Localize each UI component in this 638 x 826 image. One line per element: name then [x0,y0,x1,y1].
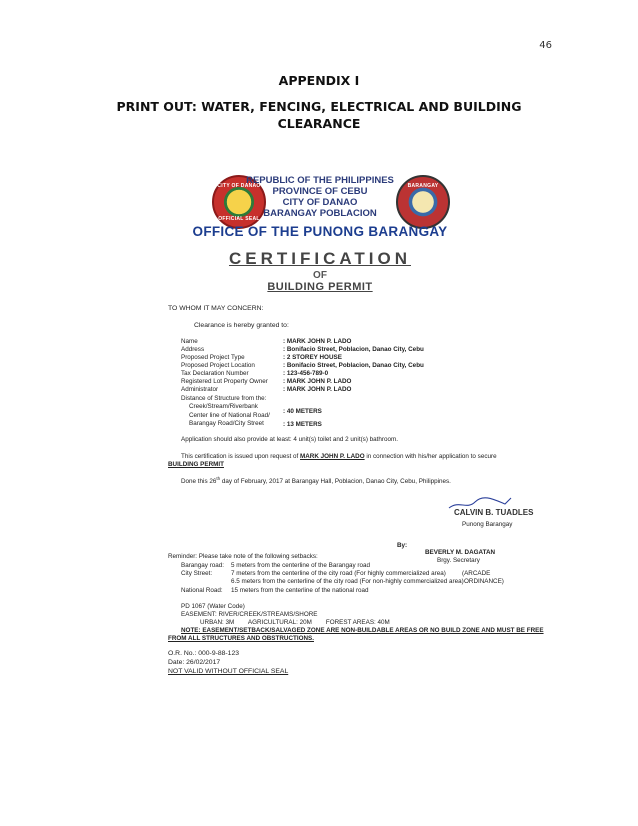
header-line-2: PROVINCE OF CEBU [272,186,368,197]
done-day: 26 [209,478,217,486]
field-label-administrator: Administrator [181,386,219,393]
appendix-subtitle-line2: CLEARANCE [277,116,361,131]
not-valid-notice: NOT VALID WITHOUT OFFICIAL SEAL [168,668,289,675]
distance-road-label2: Barangay Road/City Street [189,420,264,427]
field-value-project-location: : Bonifacio Street, Poblacion, Danao City, Cebu [283,362,424,369]
distance-label: Distance of Structure from the: [181,395,267,402]
barangay-seal-text: BARANGAY [407,183,439,189]
issued-pre: This certification is issued upon request of [181,453,301,460]
field-value-administrator: : MARK JOHN P. LADO [283,386,352,393]
issued-name: MARK JOHN P. LADO [300,453,365,460]
application-note: Application should also provide at least: 4 unit(s) toilet and 2 unit(s) bathroom. [181,436,399,443]
done-pre: Done this [181,478,210,486]
setback-extra-ordinance: ORDINANCE) [464,578,504,585]
easement-values: URBAN: 3M AGRICULTURAL: 20M FOREST AREAS: 40M [200,619,390,626]
issued-post: in connection with his/her application to secure [364,453,497,460]
note-line1: NOTE: EASEMENT/SETBACK/SALVAGED ZONE ARE NON-BUILDABLE AREAS OR NO BUILD ZONE AND MUST BE FREE [181,627,544,634]
issue-date: Date: 26/02/2017 [168,659,221,666]
office-title: OFFICE OF THE PUNONG BARANGAY [192,224,448,239]
captain-title: Punong Barangay [462,521,513,528]
secretary-name: BEVERLY M. DAGATAN [425,549,496,556]
distance-creek-value: : 40 METERS [283,408,322,415]
field-value-lot-owner: : MARK JOHN P. LADO [283,378,352,385]
field-label-project-type: Proposed Project Type [181,354,245,361]
field-label-address: Address [181,346,205,353]
salutation: TO WHOM IT MAY CONCERN: [168,305,264,312]
building-permit-title: BUILDING PERMIT [267,281,373,293]
reminder: Reminder: Please take note of the following setbacks: [168,553,318,560]
city-seal-text: CITY OF DANAO [217,183,261,189]
header-line-4: BARANGAY POBLACION [263,208,377,219]
note-line2: FROM ALL STRUCTURES AND OBSTRUCTIONS. [168,635,314,642]
distance-creek-label: Creek/Stream/Riverbank [189,403,258,410]
setback-label-national: National Road: [181,587,223,594]
field-value-address: : Bonifacio Street, Poblacion, Danao City, Cebu [283,346,424,353]
setback-text-barangay: 5 meters from the centerline of the Barangay road [231,562,370,569]
field-label-lot-owner: Registered Lot Property Owner [181,378,268,385]
setback-text-city2: 6.5 meters from the centerline of the city road (For non-highly commercialized area) [231,578,464,585]
captain-name: CALVIN B. TUADLES [454,508,534,517]
header-line-1: REPUBLIC OF THE PHILIPPINES [246,175,394,186]
issued-line [181,453,497,461]
appendix-subtitle-line1: PRINT OUT: WATER, FENCING, ELECTRICAL AND BUILDING [116,99,522,114]
page-number: 46 [539,40,552,51]
pd-water-code: PD 1067 (Water Code) [181,603,245,610]
or-number: O.R. No.: 000-9-88-123 [168,650,240,657]
done-post: day of February, 2017 at Barangay Hall, Poblacion, Danao City, Cebu, Philippines. [220,478,451,486]
done-th: th [216,476,221,481]
easement: EASEMENT: RIVER/CREEK/STREAMS/SHORE [181,611,318,618]
setback-label-city: City Street: [181,570,213,577]
granted-to: Clearance is hereby granted to: [194,322,289,329]
field-value-tax-declaration: : 123-456-789-0 [283,370,329,377]
setback-label-barangay: Barangay road: [181,562,225,569]
secretary-title: Brgy. Secretary [437,557,480,564]
setback-text-city: 7 meters from the centerline of the city road (For highly commercialized area) [231,570,446,577]
setback-extra-arcade: (ARCADE [462,570,491,577]
field-value-project-type: : 2 STOREY HOUSE [283,354,342,361]
certification-of: OF [313,270,327,281]
city-seal-text2: OFFICIAL SEAL [218,216,260,222]
setback-text-national: 15 meters from the centerline of the national road [231,587,369,594]
by-label: By: [397,542,408,549]
appendix-title: APPENDIX I [278,73,360,88]
distance-road-label: Center line of National Road/ [189,412,270,419]
distance-road-value: : 13 METERS [283,421,322,428]
field-value-name: : MARK JOHN P. LADO [283,338,352,345]
done-line [181,475,451,486]
field-label-project-location: Proposed Project Location [181,362,255,369]
issued-permit: BUILDING PERMIT [168,461,224,468]
header-line-3: CITY OF DANAO [282,197,358,208]
field-label-tax-declaration: Tax Declaration Number [181,370,249,377]
certification-title: CERTIFICATION [228,249,411,268]
field-label-name: Name [181,338,198,345]
